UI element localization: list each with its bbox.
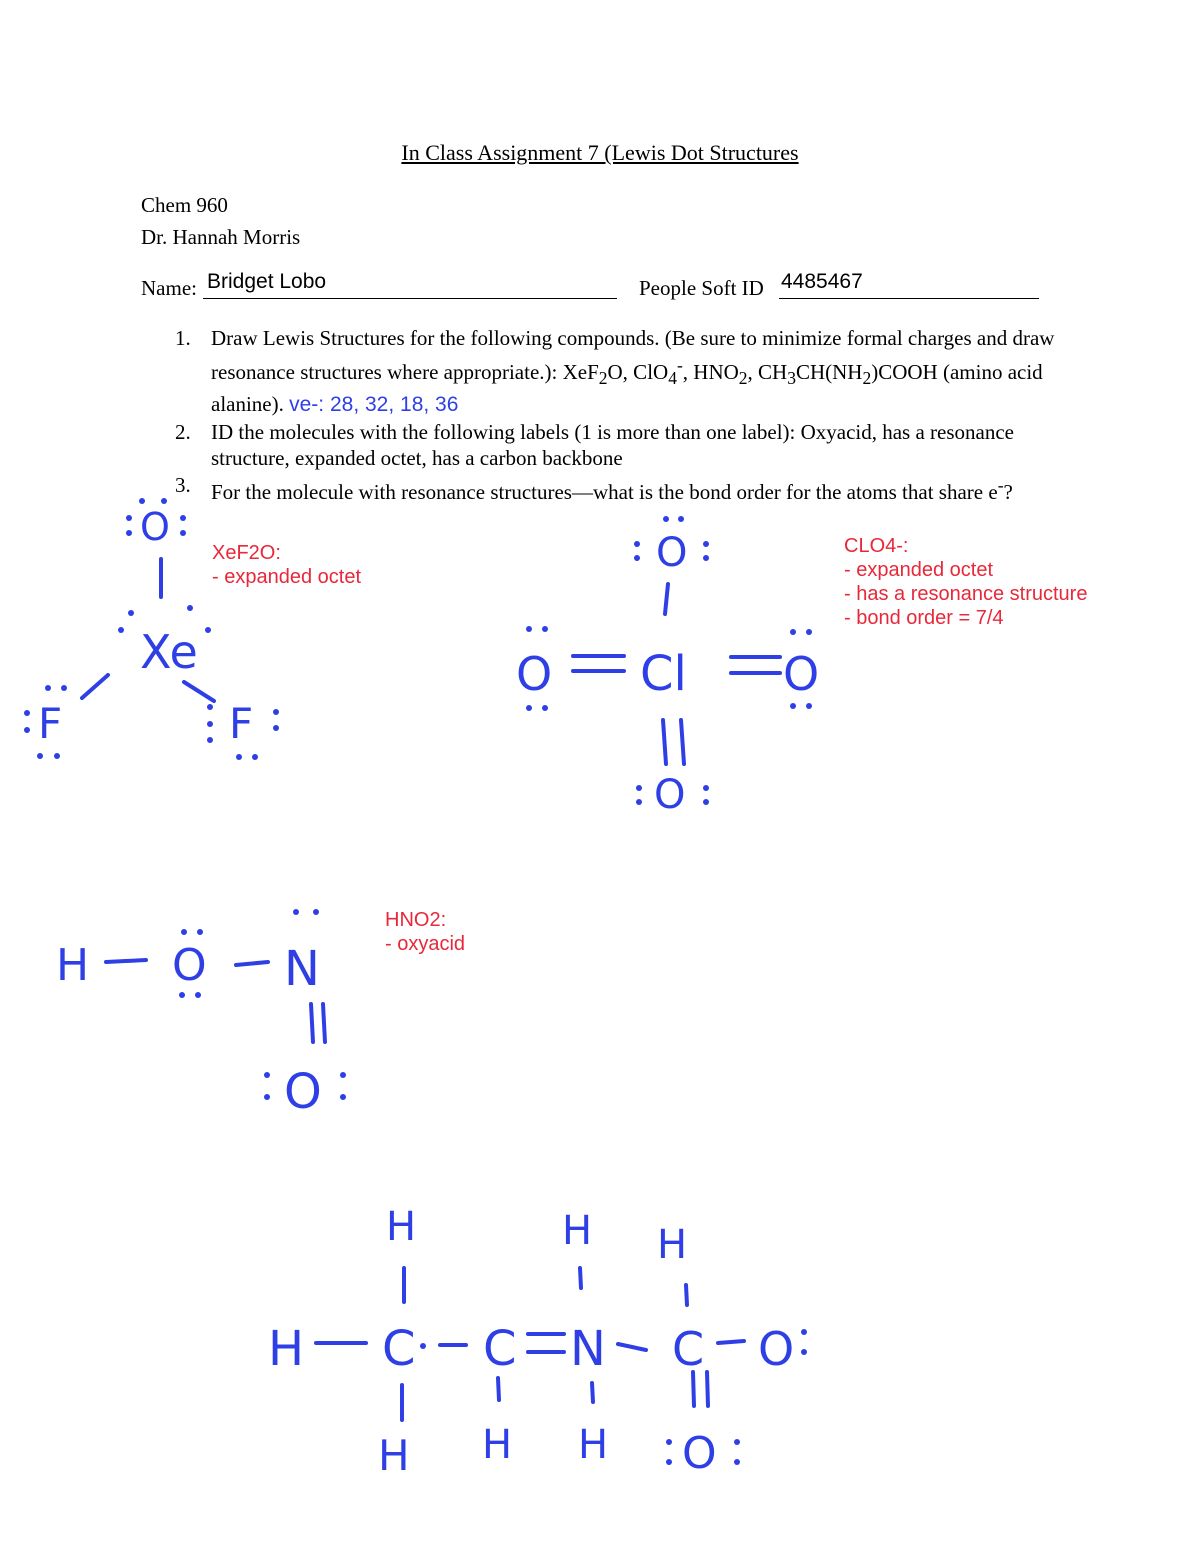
instructor-name: Dr. Hannah Morris	[141, 225, 301, 249]
question-number: 2.	[175, 419, 191, 444]
lone-pair-dots	[420, 1329, 807, 1465]
annotation-line: - oxyacid	[385, 933, 466, 955]
atom-h: H	[56, 940, 90, 991]
atom-f: F	[38, 699, 63, 748]
atom-h: H	[562, 1208, 593, 1254]
bond-single	[665, 584, 668, 614]
question-text: , CH	[747, 359, 788, 384]
atom-o: O	[140, 505, 170, 549]
question-text: ID the molecules with the following labels (1 is more than one label): Oxyacid, has a resonance structure, expanded octet, has a carbon backbone	[211, 419, 1015, 471]
atom-o: O	[758, 1322, 795, 1376]
atom-o: O	[783, 647, 820, 701]
bond-double	[693, 1372, 708, 1406]
bond-single	[592, 1383, 593, 1402]
annotation-title: CLO4-:	[844, 535, 909, 557]
name-field[interactable]: Bridget Lobo	[207, 270, 327, 293]
bond-double	[311, 1004, 325, 1042]
bond-double	[663, 720, 684, 764]
annotation-title: XeF2O:	[212, 542, 281, 564]
atom-cl: Cl	[640, 646, 687, 702]
question-number: 3.	[175, 472, 191, 497]
subscript: 2	[598, 367, 608, 388]
atom-c: C	[672, 1322, 705, 1376]
question-text: For the molecule with resonance structures—what is the bond order for the atoms that share e	[211, 479, 998, 504]
id-label: People Soft ID	[639, 276, 764, 300]
subscript: 4	[668, 367, 677, 388]
atom-n: N	[284, 941, 320, 997]
bond-single	[618, 1344, 646, 1350]
bond-double	[528, 1334, 564, 1352]
atom-xe: Xe	[140, 625, 198, 679]
atom-h: H	[378, 1431, 410, 1480]
atom-h: H	[482, 1422, 513, 1468]
annotation-line: - has a resonance structure	[844, 583, 1088, 605]
xef2o-structure	[24, 498, 279, 760]
atom-h: H	[578, 1422, 609, 1468]
bond-double	[731, 657, 780, 673]
bond-single	[82, 675, 108, 698]
annotation-line: - expanded octet	[212, 566, 361, 588]
bond-single	[686, 1285, 687, 1305]
question-text: )COOH (amino acid alanine).	[211, 359, 1043, 417]
bond-single	[184, 682, 214, 701]
question-text: , HNO	[682, 359, 739, 384]
bond-single	[106, 960, 146, 962]
atom-o: O	[284, 1064, 322, 1120]
bond-single	[718, 1341, 744, 1343]
question-text: ?	[1003, 479, 1013, 504]
course-name: Chem 960	[141, 193, 228, 217]
superscript: -	[997, 474, 1004, 495]
subscript: 3	[787, 367, 796, 388]
annotation-title: HNO2:	[385, 909, 447, 931]
atom-n: N	[570, 1321, 606, 1377]
subscript: 2	[738, 367, 748, 388]
atom-c: C	[483, 1321, 517, 1377]
atom-o: O	[656, 530, 688, 576]
bond-single	[498, 1378, 499, 1400]
question-number: 1.	[175, 326, 191, 350]
subscript: 2	[862, 367, 872, 388]
bond-single	[236, 962, 268, 965]
hno2-structure	[56, 909, 346, 1120]
clo4-structure	[516, 516, 819, 818]
page-title: In Class Assignment 7 (Lewis Dot Structures	[401, 140, 799, 165]
atom-f: F	[229, 699, 254, 748]
name-label: Name:	[141, 276, 197, 300]
atom-o: O	[654, 772, 686, 818]
atom-h: H	[386, 1204, 417, 1250]
question-text: O, ClO	[607, 359, 669, 384]
bond-double	[573, 656, 624, 671]
atom-o: O	[172, 940, 207, 991]
atom-o: O	[682, 1428, 717, 1479]
valence-electron-answer: ve-: 28, 32, 18, 36	[289, 393, 459, 417]
annotation-line: - bond order = 7/4	[844, 607, 1004, 629]
annotation-line: - expanded octet	[844, 559, 993, 581]
atom-h: H	[268, 1321, 305, 1377]
atom-h: H	[657, 1222, 688, 1268]
superscript: -	[676, 354, 683, 375]
question-text: CH(NH	[795, 359, 863, 384]
atom-c: C	[382, 1321, 416, 1377]
question-text: Draw Lewis Structures for the following compounds. (Be sure to minimize formal charges and draw resonance structures where appropriate.): XeF	[211, 326, 1055, 384]
bond-single	[580, 1268, 581, 1288]
id-field[interactable]: 4485467	[781, 270, 863, 293]
atom-o: O	[516, 647, 553, 701]
